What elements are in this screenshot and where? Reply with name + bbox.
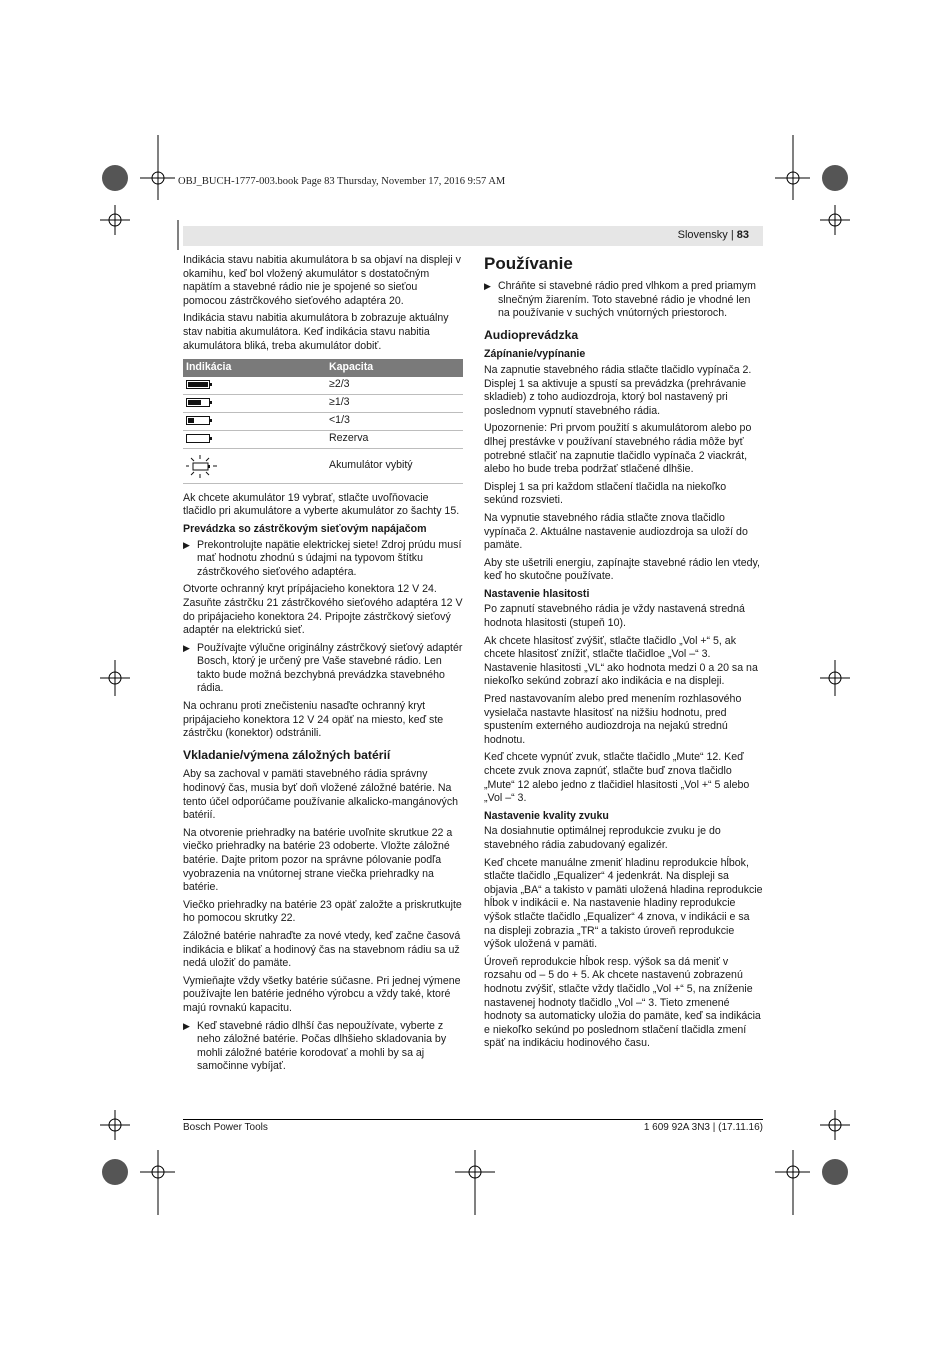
battery-onethird-icon (186, 416, 210, 425)
table-cell: ≥1/3 (326, 394, 463, 412)
footer-rule (183, 1119, 763, 1120)
subsection-heading: Nastavenie hlasitosti (484, 587, 590, 600)
paragraph: Viečko priehradky na batérie 23 opäť založte a priskrutkujte ho pomocou skrutky 22. (183, 898, 462, 925)
table-cell: Rezerva (326, 430, 463, 448)
subsection-heading: Nastavenie kvality zvuku (484, 809, 609, 822)
battery-blinking-icon (186, 453, 218, 479)
table-cell: <1/3 (326, 412, 463, 430)
page-header (183, 226, 763, 246)
table-cell: Akumulátor vybitý (326, 448, 463, 483)
paragraph: Keď chcete manuálne zmeniť hladinu reprodukcie hĺbok, stlačte tlačidlo „Equalizer“ 4 jedenkrát. Na displeji sa objavia „BA“ a takisto v pamäti uložená hladina reprodukcie hĺbok v indikácii e. Na nastavenie hladiny reprodukcie výšok stlačte tlačidlo „Equalizer“ 4 znova, v indikácii e sa na displeji zobrazia „TR“ a takisto úroveň reprodukcie výšok uložená v pamäti. (484, 856, 763, 951)
battery-full-icon (186, 380, 210, 389)
paragraph: Aby sa zachoval v pamäti stavebného rádia správny hodinový čas, musia byť doň vložené záložné batérie. Na tento účel odporúčame používanie alkalicko-mangánových batérií. (183, 768, 459, 822)
paragraph: Upozornenie: Pri prvom použití s akumulátorom alebo po dlhej prestávke v používaní stavebného rádia môže byť potrebné stlačiť na zapnutie tlačidlo vypínača 2 viackrát, alebo ho bude treba podržať stlačené dlhšie. (484, 422, 752, 476)
triangle-bullet-icon: ▶ (183, 642, 190, 653)
file-meta-line: OBJ_BUCH-1777-003.book Page 83 Thursday, November 17, 2016 9:57 AM (178, 176, 506, 187)
table-header-cell: Indikácia (183, 359, 326, 377)
section-heading: Vkladanie/výmena záložných batérií (183, 747, 391, 762)
section-heading: Audioprevádzka (484, 327, 579, 342)
paragraph: Na dosiahnutie optimálnej reprodukcie zvuku je do stavebného rádia zabudovaný egalizér. (484, 825, 721, 851)
table-header-row (183, 359, 463, 377)
paragraph: Keď chcete vypnúť zvuk, stlačte tlačidlo „Mute“ 12. Keď chcete zvuk znova zapnúť, stlačte buď znova tlačidlo „Mute“ 12 alebo jedno z tlačidiel hlasitosti „Vol +“ 5 alebo „Vol –“ 3. (484, 751, 750, 805)
battery-empty-icon (186, 434, 210, 443)
table-row (183, 430, 463, 448)
right-column (484, 254, 763, 1055)
table-row (183, 377, 463, 395)
warning-bullet (183, 642, 463, 696)
header-separator: | (727, 229, 737, 241)
paragraph: Záložné batérie nahraďte za nové vtedy, keď začne časová indikácia e blikať a hodinový čas na stavebnom rádiu sa už nedá uložiť do pamäte. (183, 929, 461, 970)
triangle-bullet-icon: ▶ (484, 281, 491, 291)
table-cell: ≥2/3 (326, 377, 463, 395)
warning-bullet (484, 280, 763, 321)
bullet-text: Používajte výlučne originálny zástrčkový sieťový adaptér Bosch, ktorý je určený pre Vaše stavebné rádio. Len takto bude možná bezchybná prevádzka stavebného rádia. (197, 641, 463, 695)
triangle-bullet-icon: ▶ (183, 539, 190, 550)
table-row (183, 394, 463, 412)
paragraph: Na otvorenie priehradky na batérie uvoľnite skrutkue 22 a viečko priehradky na batérie 23 odoberte. Vložte záložné batérie. Dajte pritom pozor na správne pólovanie podľa vyobrazenia na vnútornej strane viečka priehradky na batérie. (183, 826, 453, 894)
paragraph: Na zapnutie stavebného rádia stlačte tlačidlo vypínača 2. Displej 1 sa aktivuje a spustí sa prevádzka (prehrávanie skladieb) z toho audiozdroja, ktorý bol nastavený pri poslednom vypnutí stavebného rádia. (484, 363, 752, 417)
paragraph: Úroveň reprodukcie hĺbok resp. výšok sa dá meniť v rozsahu od – 5 do + 5. Ak chcete nastavenú zobrazenú hodnotu zvýšiť, stlačte vždy tlačidlo „Vol +“ 5, na zníženie nastavenej hodnoty tlačidlo „Vol –“ 3. Tieto zmenené hodnoty sa automaticky uložia do pamäte, keď sa indikácia e niekoľko sekúnd po poslednom stlačení tlačidla zmení späť na indikáciu hodinového času. (484, 955, 761, 1050)
paragraph: Po zapnutí stavebného rádia je vždy nastavená stredná hodnota hlasitosti (stupeň 10). (484, 603, 745, 630)
page-title: Používanie (484, 254, 573, 273)
header-language: Slovensky (677, 229, 728, 241)
header-label (678, 229, 749, 241)
table-row (183, 448, 463, 483)
subsection-heading: Zápínanie/vypínanie (484, 348, 586, 361)
warning-bullet (183, 539, 463, 580)
paragraph: Na ochranu proti znečisteniu nasaďte ochranný kryt pripájacieho konektora 12 V 24 opäť na miesto, keď ste zástrčku (konektor) odstránili. (183, 700, 444, 740)
paragraph: Na vypnutie stavebného rádia stlačte znova tlačidlo vypínača 2. Aktuálne nastavenie audiozdroja sa uloží do pamäte. (484, 511, 748, 552)
footer-brand: Bosch Power Tools (183, 1122, 268, 1133)
table-row (183, 412, 463, 430)
footer-docnumber: 1 609 92A 3N3 | (17.11.16) (643, 1122, 763, 1133)
battery-twothirds-icon (186, 398, 210, 407)
paragraph: Ak chcete hlasitosť zvýšiť, stlačte tlačidlo „Vol +“ 5, ak chcete hlasitosť znížiť, stlačte tlačidloe „Vol –“ 3. Nastavenie hlasitosti „VL“ ako hodnota medzi 0 a 20 sa na niekoľko sekúnd zobrazí ako indikácia e na displeji. (484, 634, 758, 688)
bullet-text: Prekontrolujte napätie elektrickej siete! Zdroj prúdu musí mať hodnotu zhodnú s údajmi na typovom štítku zástrčkového sieťového adaptéra. (197, 538, 462, 578)
paragraph: Displej 1 sa pri každom stlačení tlačidla na niekoľko sekúnd rozsvieti. (484, 480, 727, 507)
paragraph: Indikácia stavu nabitia akumulátora b zobrazuje aktuálny stav nabitia akumulátora. Keď indikácia stavu nabitia akumulátora bliká, treba akumulátor dobiť. (183, 312, 449, 352)
paragraph: Vymieňajte vždy všetky batérie súčasne. Pri jednej výmene používajte len batérie jedného výrobcu a vždy také, ktoré majú rovnakú kapacitu. (183, 974, 461, 1014)
paragraph: Indikácia stavu nabitia akumulátora b sa objaví na displeji v okamihu, keď bol vložený akumulátor s dostatočným napätím a stavebné rádio nie je spojené so sieťou pomocou zástrčkového sieťového adaptéra 20. (183, 254, 461, 307)
paragraph: Otvorte ochranný kryt prípájacieho konektora 12 V 24. Zasuňte zástrčku 21 zástrčkového sieťového adaptéra 12 V do pripájacieho konektora 24. Pripojte zástrčkový sieťový adaptér na elektrickú sieť. (183, 583, 463, 637)
paragraph: Pred nastavovaním alebo pred menením rozhlasového vysielača nastavte hlasitosť na nižšiu hodnotu, pred spustením externého audiozdroja na nejakú strednú hodnotu. (484, 693, 742, 746)
paragraph: Aby ste ušetrili energiu, zapínajte stavebné rádio len vtedy, keď ho skutočne používate. (484, 556, 760, 583)
bullet-text: Keď stavebné rádio dlhší čas nepoužívate, vyberte z neho záložné batérie. Počas dlhšieho skladovania by mohli záložné batérie korodovať a mohli by sa aj samočinne vybíjať. (197, 1019, 447, 1073)
paragraph: Ak chcete akumulátor 19 vybrať, stlačte uvoľňovacie tlačidlo pri akumulátore a vyberte akumulátor zo šachty 15. (183, 491, 460, 518)
section-heading: Prevádzka so zástrčkovým sieťovým napájačom (183, 522, 427, 535)
triangle-bullet-icon: ▶ (183, 1020, 190, 1031)
table-header-cell: Kapacita (326, 359, 463, 377)
page-number: 83 (736, 229, 749, 241)
warning-bullet (183, 1020, 463, 1074)
left-column (183, 254, 463, 1078)
battery-indicator-table (183, 359, 463, 484)
bullet-text: Chráňte si stavebné rádio pred vlhkom a pred priamym slnečným žiarením. Toto stavebné rádio je vhodné len na používanie v suchých vnútorných priestoroch. (498, 280, 756, 320)
